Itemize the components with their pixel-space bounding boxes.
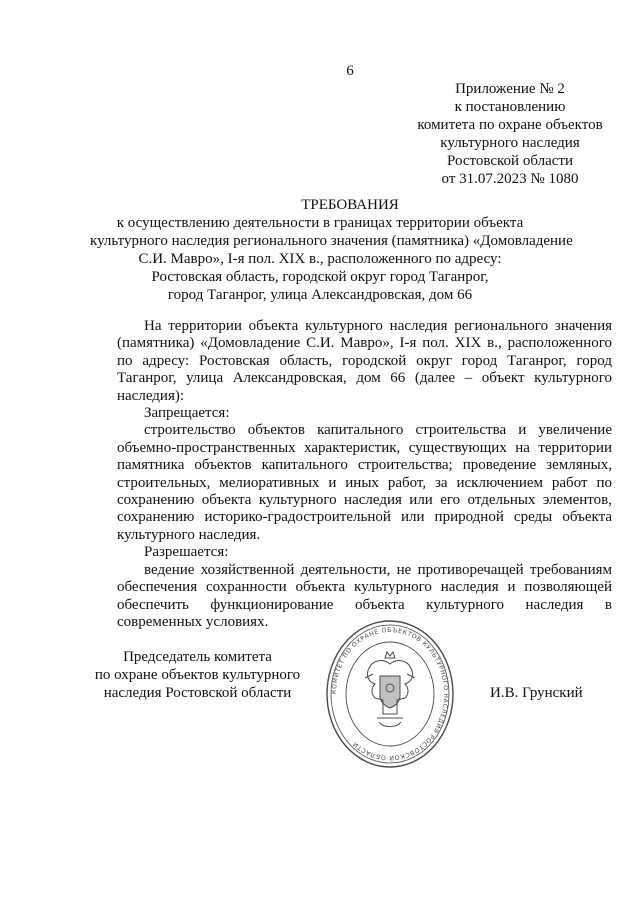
appendix-line: комитета по охране объектов xyxy=(417,117,603,133)
coat-of-arms-icon xyxy=(365,652,415,727)
allowed-paragraph: ведение хозяйственной деятельности, не противоречащей требованиям обеспечения сохранности объекта культурного наследия и позволяющей обеспечить функционирование объекта культурного наследия в современных условиях. xyxy=(117,561,612,630)
allowed-heading: Разрешается: xyxy=(144,544,229,561)
page-number: 6 xyxy=(346,63,354,79)
subtitle-line: С.И. Мавро», I-я пол. XIX в., расположенного по адресу: xyxy=(138,251,502,267)
signatory-position-line: наследия Ростовской области xyxy=(103,685,292,701)
official-seal xyxy=(325,618,455,770)
subtitle-line: культурного наследия регионального значения (памятника) «Домовладение xyxy=(90,233,573,249)
prohibited-paragraph: строительство объектов капитального строительства и увеличение объемно-пространственных характеристик, существующих на территории памятника объектов капитального строительства; проведение земляных, строительных, мелиоративных и иных работ, за исключением работ по сохранению объекта культурного наследия или его отдельных элементов, сохранению историко-градостроительной или природной среды объекта культурного наследия. xyxy=(117,422,612,543)
intro-paragraph: На территории объекта культурного наследия регионального значения (памятника) «Домовладение С.И. Мавро», I-я пол. XIX в., расположенного по адресу: Ростовская область, городской округ город Таганрог, город Таганрог, улица Александровская, дом 66 (далее – объект культурного наследия): xyxy=(117,318,612,404)
subtitle-line: город Таганрог, улица Александровская, дом 66 xyxy=(167,287,473,303)
document-title: ТРЕБОВАНИЯ xyxy=(301,197,399,213)
document-subtitle xyxy=(90,214,573,304)
document-body xyxy=(117,318,612,631)
signatory-position xyxy=(85,648,310,702)
appendix-line: от 31.07.2023 № 1080 xyxy=(441,171,579,187)
signatory-position-line: по охране объектов культурного xyxy=(94,667,301,683)
appendix-line: к постановлению xyxy=(454,99,566,115)
subtitle-line: к осуществлению деятельности в границах территории объекта xyxy=(116,215,524,231)
prohibited-heading: Запрещается: xyxy=(144,405,230,422)
appendix-line: культурного наследия xyxy=(440,135,580,151)
signatory-name: И.В. Грунский xyxy=(490,685,583,701)
subtitle-line: Ростовская область, городской округ город Таганрог, xyxy=(151,269,489,285)
seal-text: КОМИТЕТ ПО ОХРАНЕ ОБЪЕКТОВ КУЛЬТУРНОГО НАСЛЕДИЯ РОСТОВСКОЙ ОБЛАСТИ xyxy=(330,626,450,762)
appendix-header xyxy=(400,80,620,188)
appendix-line: Приложение № 2 xyxy=(455,81,565,97)
signatory-position-line: Председатель комитета xyxy=(123,649,272,665)
appendix-line: Ростовской области xyxy=(447,153,573,169)
